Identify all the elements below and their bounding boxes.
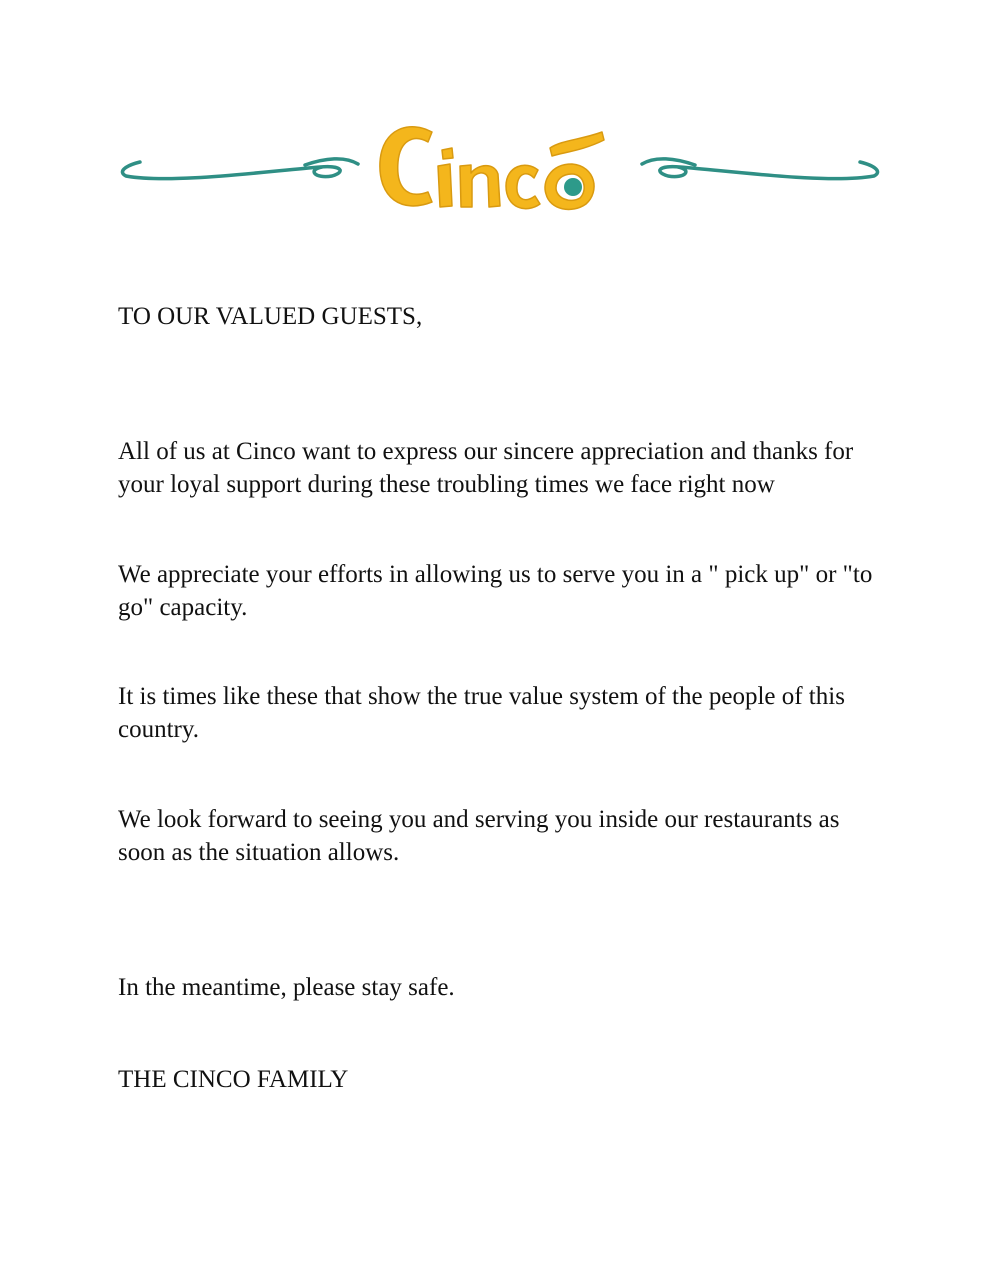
- closing-line: In the meantime, please stay safe.: [118, 974, 455, 1001]
- cinco-wordmark: [380, 127, 604, 210]
- paragraph-value-system: It is times like these that show the true value system of the people of this country.: [118, 683, 845, 743]
- signature: THE CINCO FAMILY: [118, 1066, 349, 1093]
- salutation: TO OUR VALUED GUESTS,: [118, 303, 423, 330]
- cinco-logo: [110, 110, 890, 230]
- right-flourish-ornament: [642, 159, 878, 179]
- left-flourish-ornament: [122, 159, 358, 179]
- logo-teal-dot: [564, 178, 582, 196]
- paragraph-pickup: We appreciate your efforts in allowing us to serve you in a " pick up" or "to go" capacity.: [118, 561, 873, 621]
- paragraph-look-forward: We look forward to seeing you and serving you inside our restaurants as soon as the situation allows.: [118, 806, 840, 866]
- logo-header: [110, 110, 890, 230]
- paragraph-appreciation: All of us at Cinco want to express our sincere appreciation and thanks for your loyal support during these troubling times we face right now: [118, 438, 854, 498]
